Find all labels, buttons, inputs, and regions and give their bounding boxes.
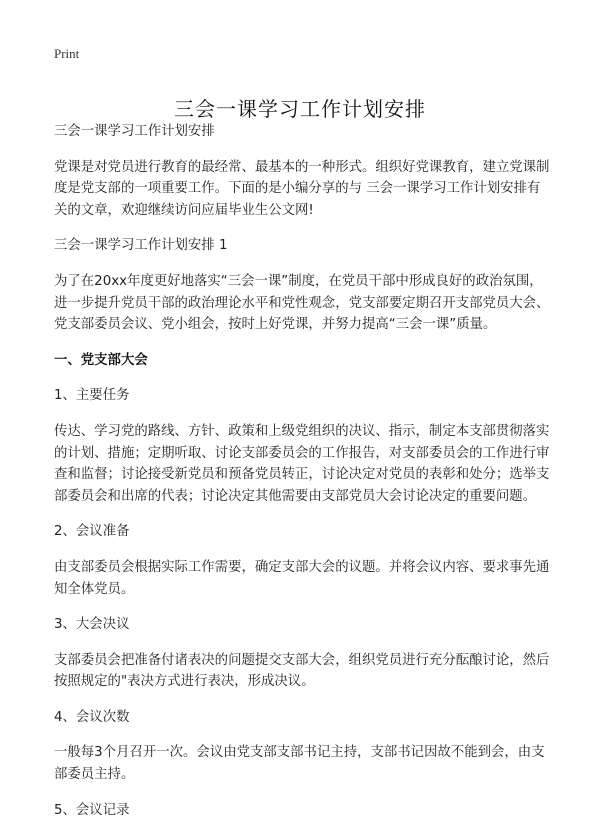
intro-paragraph: 党课是对党员进行教育的最经常、最基本的一种形式。组织好党课教育，建立党课制度是党支部的一项重要工作。下面的是小编分享的与 三会一课学习工作计划安排有关的文章，欢迎继续访问应届毕业生公文网! [54,159,550,218]
subheading-meeting-frequency: 4、会议次数 [54,709,130,725]
resolution-paragraph: 支部委员会把准备付诸表决的问题提交支部大会，组织党员进行充分酝酿讨论，然后按照规定的"表决方式进行表决，形成决议。 [54,652,550,690]
document-body [54,121,550,835]
subheading-resolution: 3、大会决议 [54,617,130,633]
subheading-main-tasks: 1、主要任务 [54,388,130,404]
page-title: 三会一课学习工作计划安排 [174,97,426,122]
section-heading-branch-meeting: 一、党支部大会 [54,352,148,368]
meeting-prep-paragraph: 由支部委员会根据实际工作需要，确定支部大会的议题。并将会议内容、要求事先通知全体党员。 [54,559,550,597]
purpose-paragraph: 为了在20xx年度更好地落实“三会一课”制度，在党员干部中形成良好的政治氛围，进一步提升党员干部的政治理论水平和党性观念，党支部要定期召开支部党员大会、党支部委员会议、党小组会，按时上好党课，并努力提高“三会一课”质量。 [54,273,550,333]
print-label: Print [54,46,80,61]
subheading-meeting-prep: 2、会议准备 [54,524,130,540]
section-title-1: 三会一课学习工作计划安排 1 [54,238,228,254]
subheading-meeting-minutes: 5、会议记录 [54,802,130,818]
meeting-frequency-paragraph: 一般每3个月召开一次。会议由党支部支部书记主持，支部书记因故不能到会，由支部委员主持。 [54,745,545,783]
main-tasks-paragraph: 传达、学习党的路线、方针、政策和上级党组织的决议、指示，制定本支部贯彻落实的计划、措施；定期听取、讨论支部委员会的工作报告，对支部委员会的工作进行审查和监督；讨论接受新党员和预备党员转正，讨论决定对党员的表彰和处分；选举支部委员会和出席的代表；讨论决定其他需要由支部党员大会讨论决定的重要问题。 [54,423,550,504]
intro-title-text: 三会一课学习工作计划安排 [54,124,215,139]
